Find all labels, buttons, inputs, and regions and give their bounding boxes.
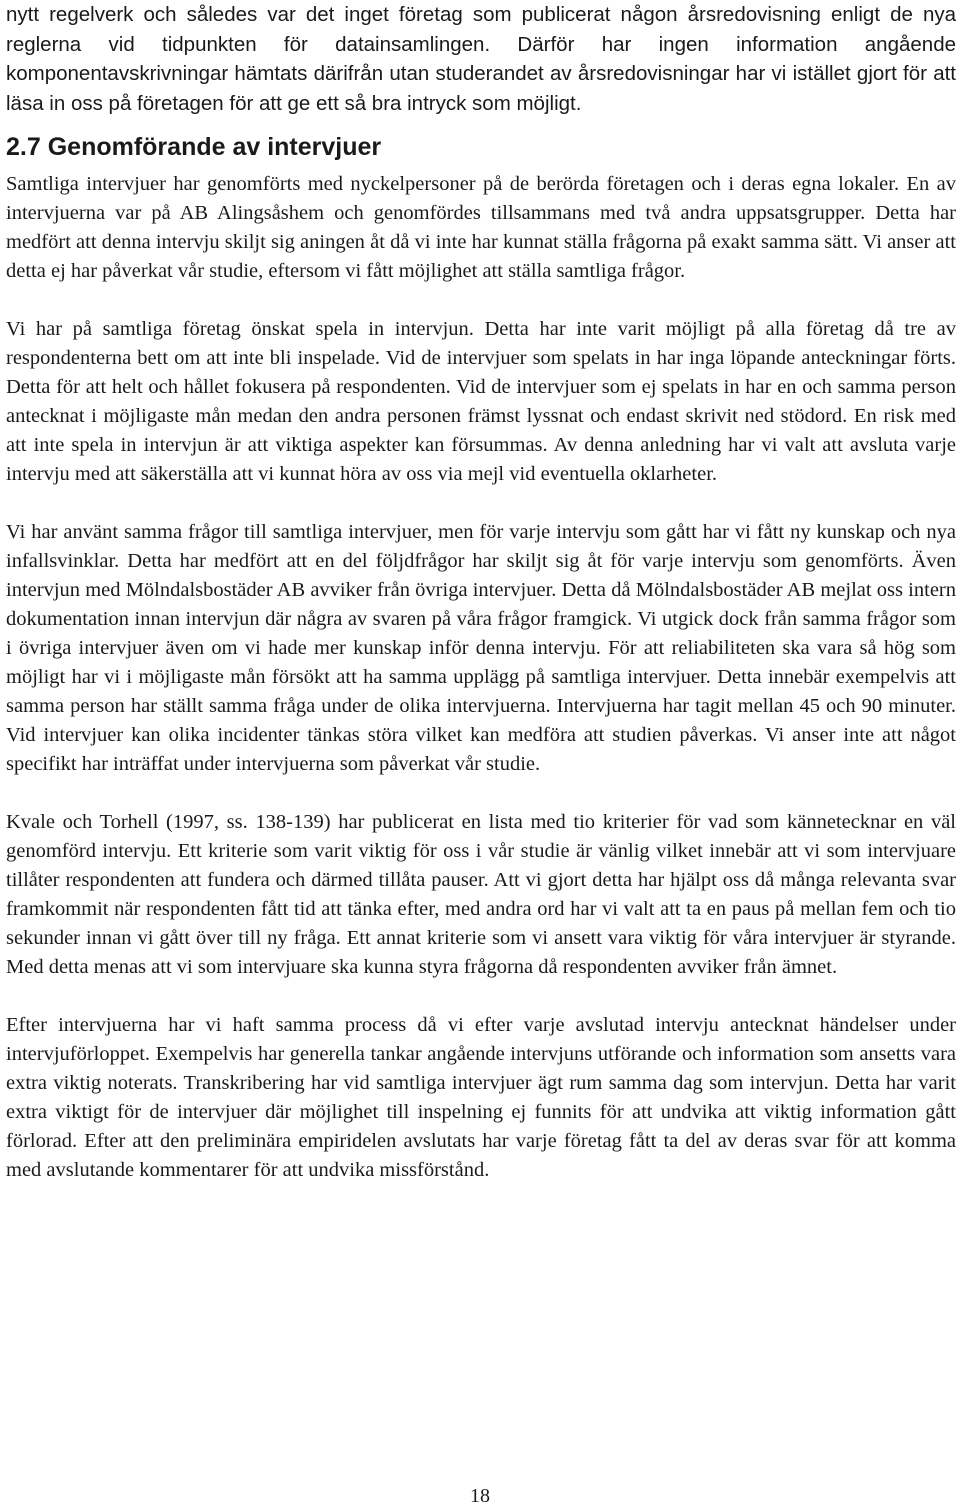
intro-paragraph: nytt regelverk och således var det inget företag som publicerat någon årsredovisning enligt de nya reglerna vid tidpunkten för datainsamlingen. Därför har ingen information angående komponentavskrivningar hämtats därifrån utan studerandet av årsredovisningar har vi istället gjort för att läsa in oss på företagen för att ge ett så bra intryck som möjligt.: [6, 3, 956, 115]
document-page: [6, 0, 956, 1214]
paragraph-criteria: Kvale och Torhell (1997, ss. 138-139) har publicerat en lista med tio kriterier för vad som kännetecknar en väl genomförd intervju. Ett kriterie som varit viktig för oss i vår studie är vänlig vilket innebär att vi som intervjuare tillåter respondenten att fundera och därmed tillåta pauser. Att vi gjort detta har hjälpt oss då många relevanta svar framkommit när respondenten fått tid att tänka efter, med andra ord har vi valt att ta en paus på mellan fem och tio sekunder innan vi gått över till ny fråga. Ett annat kriterie som vi ansett vara viktig för våra intervjuer är styrande. Med detta menas att vi som intervjuare ska kunna styra frågorna då respondenten avviker från ämnet.: [6, 811, 956, 978]
section-number: 2.7: [6, 133, 41, 161]
paragraph-after-interviews: Efter intervjuerna har vi haft samma process då vi efter varje avslutad intervju antecknat händelser under intervjuförloppet. Exempelvis har generella tankar angående intervjuns utförande och information som ansetts vara extra viktig noterats. Transkribering har vid samtliga intervjuer ägt rum samma dag som intervjun. Detta har varit extra viktigt för de intervjuer där möjlighet till inspelning ej funnits för att undvika att viktig information gått förlorad. Efter att den preliminära empiridelen avslutats har varje företag fått ta del av deras svar för att komma med avslutande kommentarer för att undvika missförstånd.: [6, 1014, 956, 1181]
section-heading: [6, 132, 956, 162]
paragraph-interview-locations: Samtliga intervjuer har genomförts med nyckelpersoner på de berörda företagen och i deras egna lokaler. En av intervjuerna var på AB Alingsåshem och genomfördes tillsammans med två andra uppsatsgrupper. Detta har medfört att denna intervju skiljt sig aningen åt då vi inte har kunnat ställa frågorna på exakt samma sätt. Vi anser att detta ej har påverkat vår studie, eftersom vi fått möjlighet att ställa samtliga frågor.: [6, 173, 956, 282]
paragraph-questions: Vi har använt samma frågor till samtliga intervjuer, men för varje intervju som gått har vi fått ny kunskap och nya infallsvinklar. Detta har medfört att en del följdfrågor har skiljt sig åt för varje intervju som genomförts. Även intervjun med Mölndalsbostäder AB avviker från övriga intervjuer. Detta då Mölndalsbostäder AB mejlat oss intern dokumentation innan intervjun där några av svaren på våra frågor framgick. Vi utgick dock från samma frågor som i övriga intervjuer även om vi hade mer kunskap inför denna intervju. För att reliabiliteten ska vara så hög som möjligt har vi i möjligaste mån försökt att ha samma upplägg på samtliga intervjuer. Detta innebär exempelvis att samma person har ställt samma fråga under de olika intervjuerna. Intervjuerna har tagit mellan 45 och 90 minuter. Vid intervjuer kan olika incidenter tänkas störa vilket kan medföra att studien påverkas. Vi anser inte att något specifikt har inträffat under intervjuerna som påverkat vår studie.: [6, 521, 956, 775]
page-number: 18: [470, 1485, 490, 1507]
paragraph-recording: Vi har på samtliga företag önskat spela in intervjun. Detta har inte varit möjligt på alla företag då tre av respondenterna bett om att inte bli inspelade. Vid de intervjuer som spelats in har inga löpande anteckningar förts. Detta för att helt och hållet fokusera på respondenten. Vid de intervjuer som ej spelats in har en och samma person antecknat i möjligaste mån medan den andra personen främst lyssnat och endast skrivit ned stödord. En risk med att inte spela in intervjun är att viktiga aspekter kan försummas. Av denna anledning har vi valt att avsluta varje intervju med att säkerställa att vi kunnat höra av oss via mejl vid eventuella oklarheter.: [6, 318, 956, 485]
section-title: Genomförande av intervjuer: [47, 133, 382, 161]
